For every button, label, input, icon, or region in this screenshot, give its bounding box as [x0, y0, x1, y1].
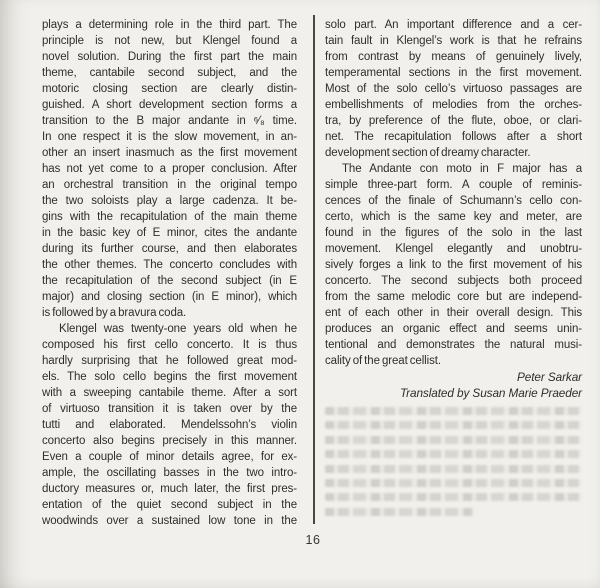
text-line: tra, by preference of the flute, oboe, or clari-: [325, 115, 582, 127]
text-line: concerto also begins precisely in this manner.: [42, 435, 297, 447]
text-line: development section of dreamy character.: [325, 147, 531, 159]
text-line: from contrast by means of genuinely lively,: [325, 51, 582, 63]
text-line: in the basic key of E minor, cites the andante: [42, 227, 297, 239]
text-line: the two soloists play a large cadenza. It be-: [42, 195, 297, 207]
text-line: Klengel was twenty-one years old when he: [59, 323, 297, 335]
text-line: transition to the B major andante in ⁶⁄₈ time.: [42, 115, 297, 127]
text-line: novel solution. During the first part the main: [42, 51, 297, 63]
text-line: movement. Klengel elegantly and unobtru-: [325, 243, 582, 255]
credit-line: Translated by Susan Marie Praeder: [399, 386, 582, 400]
text-line: concerto. The second subjects both proceed: [325, 275, 582, 287]
text-line: during its further course, and then elaborates: [42, 243, 297, 255]
text-line: principle is not new, but Klengel found a: [42, 35, 297, 47]
bleedthrough-line: [325, 421, 582, 429]
left-text-column: [42, 17, 297, 529]
text-line: theme, cantabile second subject, and the: [42, 67, 297, 79]
text-line: embellishments of melodies from the orches-: [325, 99, 582, 111]
text-line: simple three-part form. A couple of reminis-: [325, 179, 582, 191]
bleedthrough-line: [325, 450, 582, 458]
text-line: other an insert inasmuch as the first movement: [42, 147, 297, 159]
text-line: from the same melodic core but are independ-: [325, 291, 582, 303]
text-line: In one respect it is the slow movement, in an-: [42, 131, 297, 143]
text-line: tentional and demonstrates the natural musi-: [325, 339, 582, 351]
text-line: is followed by a bravura coda.: [42, 307, 187, 319]
text-line: sively forges a link to the first movement of his: [325, 259, 582, 271]
text-line: ample, the oscillating basses in the two intro-: [42, 467, 297, 479]
text-line: hardly surprising that he followed great mod-: [42, 355, 297, 367]
text-line: certo, which is the same key and meter, are: [325, 211, 582, 223]
text-line: the recapitulation of the second subject (in E: [42, 275, 297, 287]
text-line: els. The solo cello begins the first movement: [42, 371, 297, 383]
text-line: Most of the solo cello’s virtuoso passages are: [325, 83, 582, 95]
text-line: ductory measures or, much later, the first pres-: [42, 483, 297, 495]
text-line: net. The recapitulation follows after a short: [325, 131, 582, 143]
bleedthrough-line: [325, 465, 582, 473]
text-line: entation of the quiet second subject in the: [42, 499, 297, 511]
text-line: solo part. An important difference and a cer-: [325, 19, 582, 31]
column-divider-rule: [313, 15, 315, 524]
bleedthrough-line: [325, 493, 582, 501]
text-line: found in the figures of the solo in the last: [325, 227, 582, 239]
right-text-column: [325, 17, 582, 522]
bleedthrough-line: [325, 407, 582, 415]
page-number: 16: [305, 533, 321, 547]
text-line: has not yet come to a proper conclusion. After: [42, 163, 297, 175]
text-line: an orchestral transition in the original tempo: [42, 179, 297, 191]
bleedthrough-line: [325, 508, 474, 516]
text-line: motoric closing section are clearly distin-: [42, 83, 297, 95]
bleedthrough-line: [325, 479, 582, 487]
text-line: cences of the finale of Schumann’s cello con-: [325, 195, 582, 207]
text-line: cality of the great cellist.: [325, 355, 441, 367]
text-line: The Andante con moto in F major has a: [342, 163, 582, 175]
text-line: produces an organic effect and seems unin-: [325, 323, 582, 335]
text-line: major) and closing section (in E minor), which: [42, 291, 297, 303]
text-line: guished. A short development section forms a: [42, 99, 297, 111]
text-line: of virtuoso transition it is taken over by the: [42, 403, 297, 415]
text-line: the other themes. The concerto concludes with: [42, 259, 297, 271]
text-line: plays a determining role in the third part. The: [42, 19, 297, 31]
text-line: woodwinds over a sustained low tone in the: [42, 515, 297, 527]
text-line: tutti and elaborated. Mendelssohn’s violin: [42, 419, 297, 431]
text-line: with a sweeping cantabile theme. After a sort: [42, 387, 297, 399]
text-line: gins with the recapitulation of the main theme: [42, 211, 297, 223]
text-line: Even a couple of minor details agree, for ex-: [42, 451, 297, 463]
text-line: temperamental sections in the first movement.: [325, 67, 582, 79]
bleedthrough-line: [325, 436, 582, 444]
text-line: ent of each other in their overall design. This: [325, 307, 582, 319]
credit-line: Peter Sarkar: [516, 370, 582, 384]
text-line: composed his first cello concerto. It is thus: [42, 339, 297, 351]
text-line: tain fault in Klengel’s work is that he refrains: [325, 35, 582, 47]
bleedthrough-text-block: [325, 407, 582, 516]
